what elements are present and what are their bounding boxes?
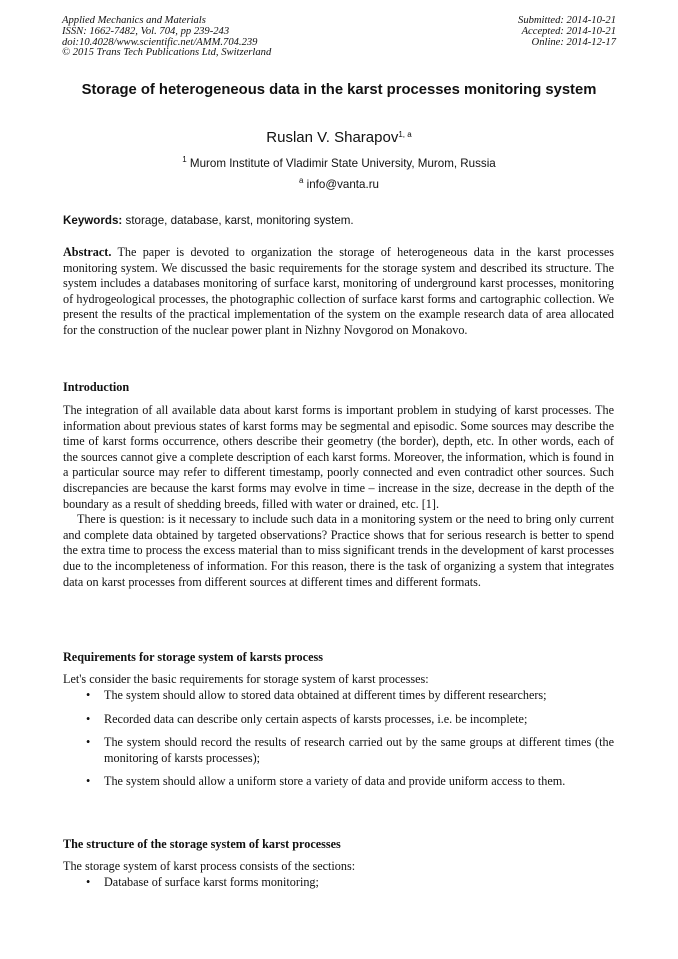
keywords	[63, 214, 615, 228]
affiliation	[0, 157, 678, 171]
email-text: info@vanta.ru	[306, 178, 380, 191]
paper-title: Storage of heterogeneous data in the karst processes monitoring system	[81, 82, 597, 98]
bullet-icon: •	[86, 774, 91, 789]
author-sup: 1, a	[398, 130, 412, 139]
affiliation-text: Murom Institute of Vladimir State University, Murom, Russia	[189, 157, 496, 170]
issn: ISSN: 1662-7482, Vol. 704, pp 239-243	[62, 25, 230, 37]
keywords-label: Keywords:	[63, 214, 123, 227]
submitted-date: Submitted: 2014-10-21	[518, 15, 616, 26]
introduction-body	[63, 403, 614, 590]
requirements-heading: Requirements for storage system of karsts process	[63, 650, 323, 664]
bullet-icon: •	[86, 735, 91, 750]
author-name: Ruslan V. Sharapov	[266, 129, 399, 146]
email-sup: a	[298, 176, 304, 185]
structure-heading: The structure of the storage system of karst processes	[63, 837, 341, 851]
abstract	[63, 245, 614, 339]
requirements-list	[63, 688, 614, 790]
list-item	[63, 712, 614, 728]
list-item	[63, 774, 614, 790]
affiliation-sup: 1	[182, 155, 187, 164]
author	[0, 129, 678, 147]
copyright: © 2015 Trans Tech Publications Ltd, Switzerland	[62, 47, 272, 59]
requirements-intro: Let's consider the basic requirements for storage system of karst processes:	[63, 672, 429, 686]
structure-list	[63, 875, 614, 891]
email	[0, 178, 678, 192]
doi: doi:10.4028/www.scientific.net/AMM.704.239	[62, 36, 258, 48]
list-item-text: Recorded data can describe only certain aspects of karsts processes, i.e. be incomplete;	[104, 711, 528, 726]
list-item-text: The system should record the results of research carried out by the same groups at different times (the monitoring of karsts processes);	[104, 735, 614, 765]
list-item-text: The system should allow to stored data obtained at different times by different researchers;	[104, 688, 547, 702]
online-date: Online: 2014-12-17	[531, 36, 616, 48]
structure-intro: The storage system of karst process consists of the sections:	[63, 859, 356, 873]
list-item	[63, 875, 614, 891]
list-item-text: Database of surface karst forms monitoring;	[104, 875, 319, 889]
journal-info	[62, 16, 271, 59]
publication-dates	[518, 16, 616, 48]
list-item	[63, 735, 614, 766]
introduction-paragraph-1: The integration of all available data about karst forms is important problem in studying of karst processes. The information about previous states of karst forms may be segmental and episodic. Some sources may describe the time of karst forms occurrence, others describe their geometry (the border), depth, etc. In other words, each of the sources cannot give a complete description of each karst forms. Moreover, the information, which is found in a particular source may refer to different timestamp, poorly connected and even contradict other sources. Such discrepancies are because the karst forms may evolve in time – increase in the size, decrease in the depth of the boundary as a result of shedding breeds, filled with water or drained, etc. [1].	[63, 403, 614, 511]
bullet-icon: •	[86, 875, 91, 889]
list-item-text: The system should allow a uniform store a variety of data and provide uniform access to them.	[104, 774, 566, 789]
introduction-heading: Introduction	[63, 380, 130, 394]
bullet-icon: •	[86, 688, 91, 702]
bullet-icon: •	[86, 711, 91, 726]
journal-name: Applied Mechanics and Materials	[62, 15, 206, 26]
list-item	[63, 688, 614, 704]
introduction-paragraph-2: There is question: is it necessary to include such data in a monitoring system or the need to bring only current and complete data obtained by targeted observations? Practice shows that for serious research is better to spend the extra time to process the excess material than to miss significant trends in the development of karst processes due to the incompleteness of information. For this reason, there is the task of organizing a system that integrates data on karst processes from different sources at different times and different formats.	[63, 512, 614, 589]
keywords-text: storage, database, karst, monitoring system.	[125, 214, 354, 227]
accepted-date: Accepted: 2014-10-21	[521, 25, 616, 37]
abstract-label: Abstract.	[63, 245, 112, 259]
abstract-text: The paper is devoted to organization the storage of heterogeneous data in the karst processes monitoring system. We discussed the basic requirements for the storage system and described its structure. The system includes a databases monitoring of surface karst, monitoring of underground karst processes, monitoring of hydrogeological processes, the photographic collection of surface karst forms and cartographic collection. We present the results of the practical implementation of the system on the example research data of area allocated for the construction of the nuclear power plant in Nizhny Novgorod on Monakovo.	[63, 245, 614, 337]
